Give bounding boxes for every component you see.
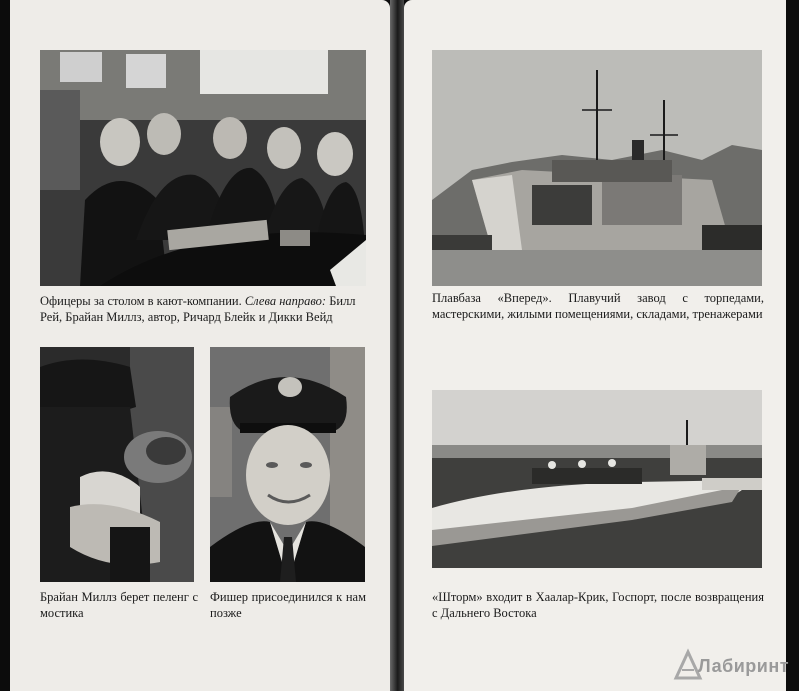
mills-caption: Брайан Миллз берет пеленг с мостика — [40, 590, 198, 620]
fisher-photo — [210, 347, 365, 582]
depot-ship-photo — [432, 50, 762, 286]
officers-caption-prefix: Офицеры за столом в кают-компании. — [40, 294, 242, 308]
officers-caption — [40, 294, 364, 325]
officers-photo — [40, 50, 366, 286]
book-gutter — [390, 0, 404, 691]
officers-caption-names: Билл Рей, Брайан Миллз, автор, Ричард Блейк и Дикки Вейд — [40, 294, 356, 324]
watermark-text: Лабиринт — [698, 656, 790, 676]
mills-photo — [40, 347, 194, 582]
submarine-photo — [432, 390, 762, 568]
fisher-caption: Фишер присоединился к нам позже — [210, 590, 366, 620]
depot-ship-caption: Плавбаза «Вперед». Плавучий завод с торпедами, мастерскими, жилыми помещениями, складами, тренажерами — [432, 291, 764, 321]
submarine-caption: «Шторм» входит в Хаалар-Крик, Госпорт, после возвращения с Дальнего Востока — [432, 590, 764, 620]
officers-caption-italic: Слева направо: — [244, 294, 327, 308]
